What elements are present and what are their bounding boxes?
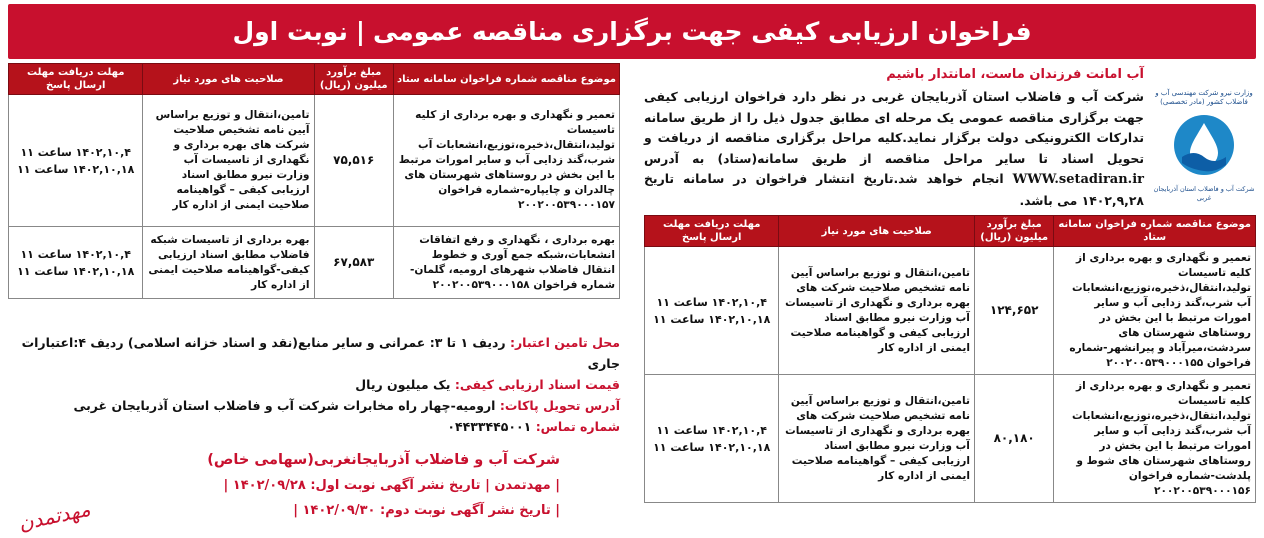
price-label: قیمت اسناد ارزیابی کیفی: [454,377,620,392]
slogan: آب امانت فرزندان ماست، امانتدار باشیم [886,67,1144,82]
page-banner [8,4,1256,59]
funding-value: ردیف ۱ تا ۳: عمرانی و سایر منابع(نقد و اسناد خزانه اسلامی) ردیف ۴:اعتبارات جاری [21,335,620,371]
cell-qualification: تامین،انتقال و توزیع براساس آیین نامه تشخیص صلاحیت شرکت های بهره برداری و نگهداری از تاسیسات آب وزارت نیرو مطابق اسناد ارزیابی کیفی – گواهینامه صلاحیت ایمنی از اداره کار [143,95,314,227]
cell-amount: ۸۰,۱۸۰ [974,375,1053,503]
deadline-submit: ۱۴۰۲,۱۰,۱۸ ساعت ۱۱ [653,440,771,454]
cell-qualification: بهره برداری از تاسیسات شبکه فاضلاب مطابق اسناد ارزیابی کیفی-گواهینامه صلاحیت ایمنی از اداره کار [143,227,314,299]
header-amount: مبلغ برآورد میلیون (ریال) [974,216,1053,247]
logo-company: شرکت آب و فاضلاب استان آذربایجان غربی [1153,185,1255,202]
signature-block [90,448,560,523]
header-qualification: صلاحیت های مورد نیاز [143,64,314,95]
phone-value: ۰۴۴۳۳۴۴۵۰۰۱ [447,419,532,434]
funding-label: محل تامین اعتبار: [509,335,620,350]
banner-title: فراخوان ارزیابی کیفی جهت برگزاری مناقصه عمومی [373,17,1032,46]
cell-amount: ۷۵,۵۱۶ [314,95,393,227]
intro-paragraph [644,87,1144,211]
phone-line [8,416,620,437]
header-amount: مبلغ برآورد میلیون (ریال) [314,64,393,95]
price-value: یک میلیون ریال [355,377,451,392]
logo-ministry: وزارت نیرو شرکت مهندسی آب و فاضلاب کشور (مادر تخصصی) [1155,89,1253,106]
address-label: آدرس تحویل پاکات: [499,398,620,413]
company-logo [1152,89,1256,209]
deadline-receive: ۱۴۰۲,۱۰,۴ ساعت ۱۱ [20,247,131,261]
cell-subject: تعمیر و نگهداری و بهره برداری از کلیه تاسیسات تولید،انتقال،ذخیره،توزیع،انشعابات آب شرب،گند زدایی آب و سایر امورات مرتبط با این بخش در روستاهای شهرستان های سردشت،میرآباد و پیرانشهر-شماره فراخوان ۲۰۰۲۰۰۵۳۹۰۰۰۱۵۵ [1054,247,1256,375]
first-publish-line: | مهدتمدن | تاریخ نشر آگهی نوبت اول: ۱۴۰۲/۰۹/۲۸ | [223,478,560,493]
cell-deadline [645,375,779,503]
funding-line [8,332,620,374]
deadline-submit: ۱۴۰۲,۱۰,۱۸ ساعت ۱۱ [653,312,771,326]
banner-separator: | [355,17,365,46]
cell-amount: ۱۲۴,۶۵۲ [974,247,1053,375]
first-publish-date: ۱۴۰۲/۰۹/۲۸ [232,478,306,493]
header-subject: موضوع مناقصه شماره فراخوان سامانه ستاد [1054,216,1256,247]
header-deadline: مهلت دریافت مهلت ارسال پاسخ [645,216,779,247]
cell-qualification: تامین،انتقال و توزیع براساس آیین نامه تشخیص صلاحیت شرکت های بهره برداری و نگهداری از تاسیسات آب وزارت نیرو مطابق اسناد ارزیابی کیفی – گواهینامه صلاحیت ایمنی از اداره کار [779,375,975,503]
intro-section [644,63,1256,215]
address-line [8,395,620,416]
tender-table-right [644,215,1256,503]
deadline-receive: ۱۴۰۲,۱۰,۴ ساعت ۱۱ [656,423,767,437]
second-publish-date: ۱۴۰۲/۰۹/۳۰ [302,503,376,518]
newspaper-brand-logo: مهدتمدن [16,496,93,536]
cell-qualification: تامین،انتقال و توزیع براساس آیین نامه تشخیص صلاحیت شرکت های بهره برداری و نگهداری از تاسیسات آب وزارت نیرو مطابق اسناد ارزیابی کیفی و گواهینامه صلاحیت ایمنی از اداره کار [779,247,975,375]
cell-subject: تعمیر و نگهداری و بهره برداری از کلیه تاسیسات تولید،انتقال،ذخیره،توزیع،انشعابات آب شرب،گند زدایی آب و سایر امورات مرتبط با این بخش در روستاهای شهرستان های شوط و پلدشت-شماره فراخوان ۲۰۰۲۰۰۵۳۹۰۰۰۱۵۶ [1054,375,1256,503]
publisher-name: مهدتمدن [494,478,551,493]
right-column [644,63,1256,534]
deadline-receive: ۱۴۰۲,۱۰,۴ ساعت ۱۱ [20,145,131,159]
second-publish-line: | تاریخ نشر آگهی نوبت دوم: ۱۴۰۲/۰۹/۳۰ | [293,503,560,518]
first-publish-label: تاریخ نشر آگهی نوبت اول: [310,478,481,493]
deadline-submit: ۱۴۰۲,۱۰,۱۸ ساعت ۱۱ [17,264,135,278]
table-row [9,227,620,299]
header-subject: موضوع مناقصه شماره فراخوان سامانه ستاد [393,64,619,95]
table-row [645,247,1256,375]
water-drop-logo-icon [1172,113,1236,177]
tender-info [8,332,620,437]
second-publish-label: تاریخ نشر آگهی نوبت دوم: [380,503,551,518]
intro-text-before: شرکت آب و فاضلاب استان آذربایجان غربی در نظر دارد فراخوان ارزیابی کیفی جهت برگزاری مناقصه عمومی یک مرحله ای مطابق جدول ذیل را از طریق سامانه تدارکات الکترونیکی دولت برگزار نماید.کلیه مراحل برگزاری مناقصه از دریافت و تحویل اسناد تا سایر مراحل مناقصه از طریق سامانه(ستاد) به آدرس [644,89,1144,166]
tender-table-left [8,63,620,299]
cell-deadline [645,247,779,375]
price-line [8,374,620,395]
signature-company: شرکت آب و فاضلاب آذربایجانغربی(سهامی خاص) [207,452,560,468]
table-row [645,375,1256,503]
cell-deadline [9,95,143,227]
table-row [9,95,620,227]
intro-text-after: انجام خواهد شد.تاریخ انتشار فراخوان در سامانه تاریخ ۱۴۰۲,۹,۲۸ می باشد. [644,171,1144,208]
cell-subject: تعمیر و نگهداری و بهره برداری از کلیه تاسیسات تولید،انتقال،ذخیره،توزیع،انشعابات آب شرب،گند زدایی آب و سایر امورات مرتبط با این بخش در روستاهای شهرستان های چالدران و چایپاره-شماره فراخوان ۲۰۰۲۰۰۵۳۹۰۰۰۱۵۷ [393,95,619,227]
deadline-submit: ۱۴۰۲,۱۰,۱۸ ساعت ۱۱ [17,162,135,176]
cell-amount: ۶۷,۵۸۳ [314,227,393,299]
phone-label: شماره تماس: [535,419,620,434]
header-deadline: مهلت دریافت مهلت ارسال پاسخ [9,64,143,95]
banner-round: نوبت اول [232,17,348,46]
header-qualification: صلاحیت های مورد نیاز [779,216,975,247]
left-column [8,63,620,534]
address-value: ارومیه-چهار راه مخابرات شرکت آب و فاضلاب استان آذربایجان غربی [73,398,496,413]
deadline-receive: ۱۴۰۲,۱۰,۴ ساعت ۱۱ [656,295,767,309]
setad-site-link[interactable]: WWW.setadiran.ir [1012,172,1144,187]
cell-subject: بهره برداری ، نگهداری و رفع اتفاقات انشعابات،شبکه جمع آوری و خطوط انتقال فاضلاب شهرهای ارومیه، گلمان-شماره فراخوان ۲۰۰۲۰۰۵۳۹۰۰۰۱۵۸ [393,227,619,299]
cell-deadline [9,227,143,299]
